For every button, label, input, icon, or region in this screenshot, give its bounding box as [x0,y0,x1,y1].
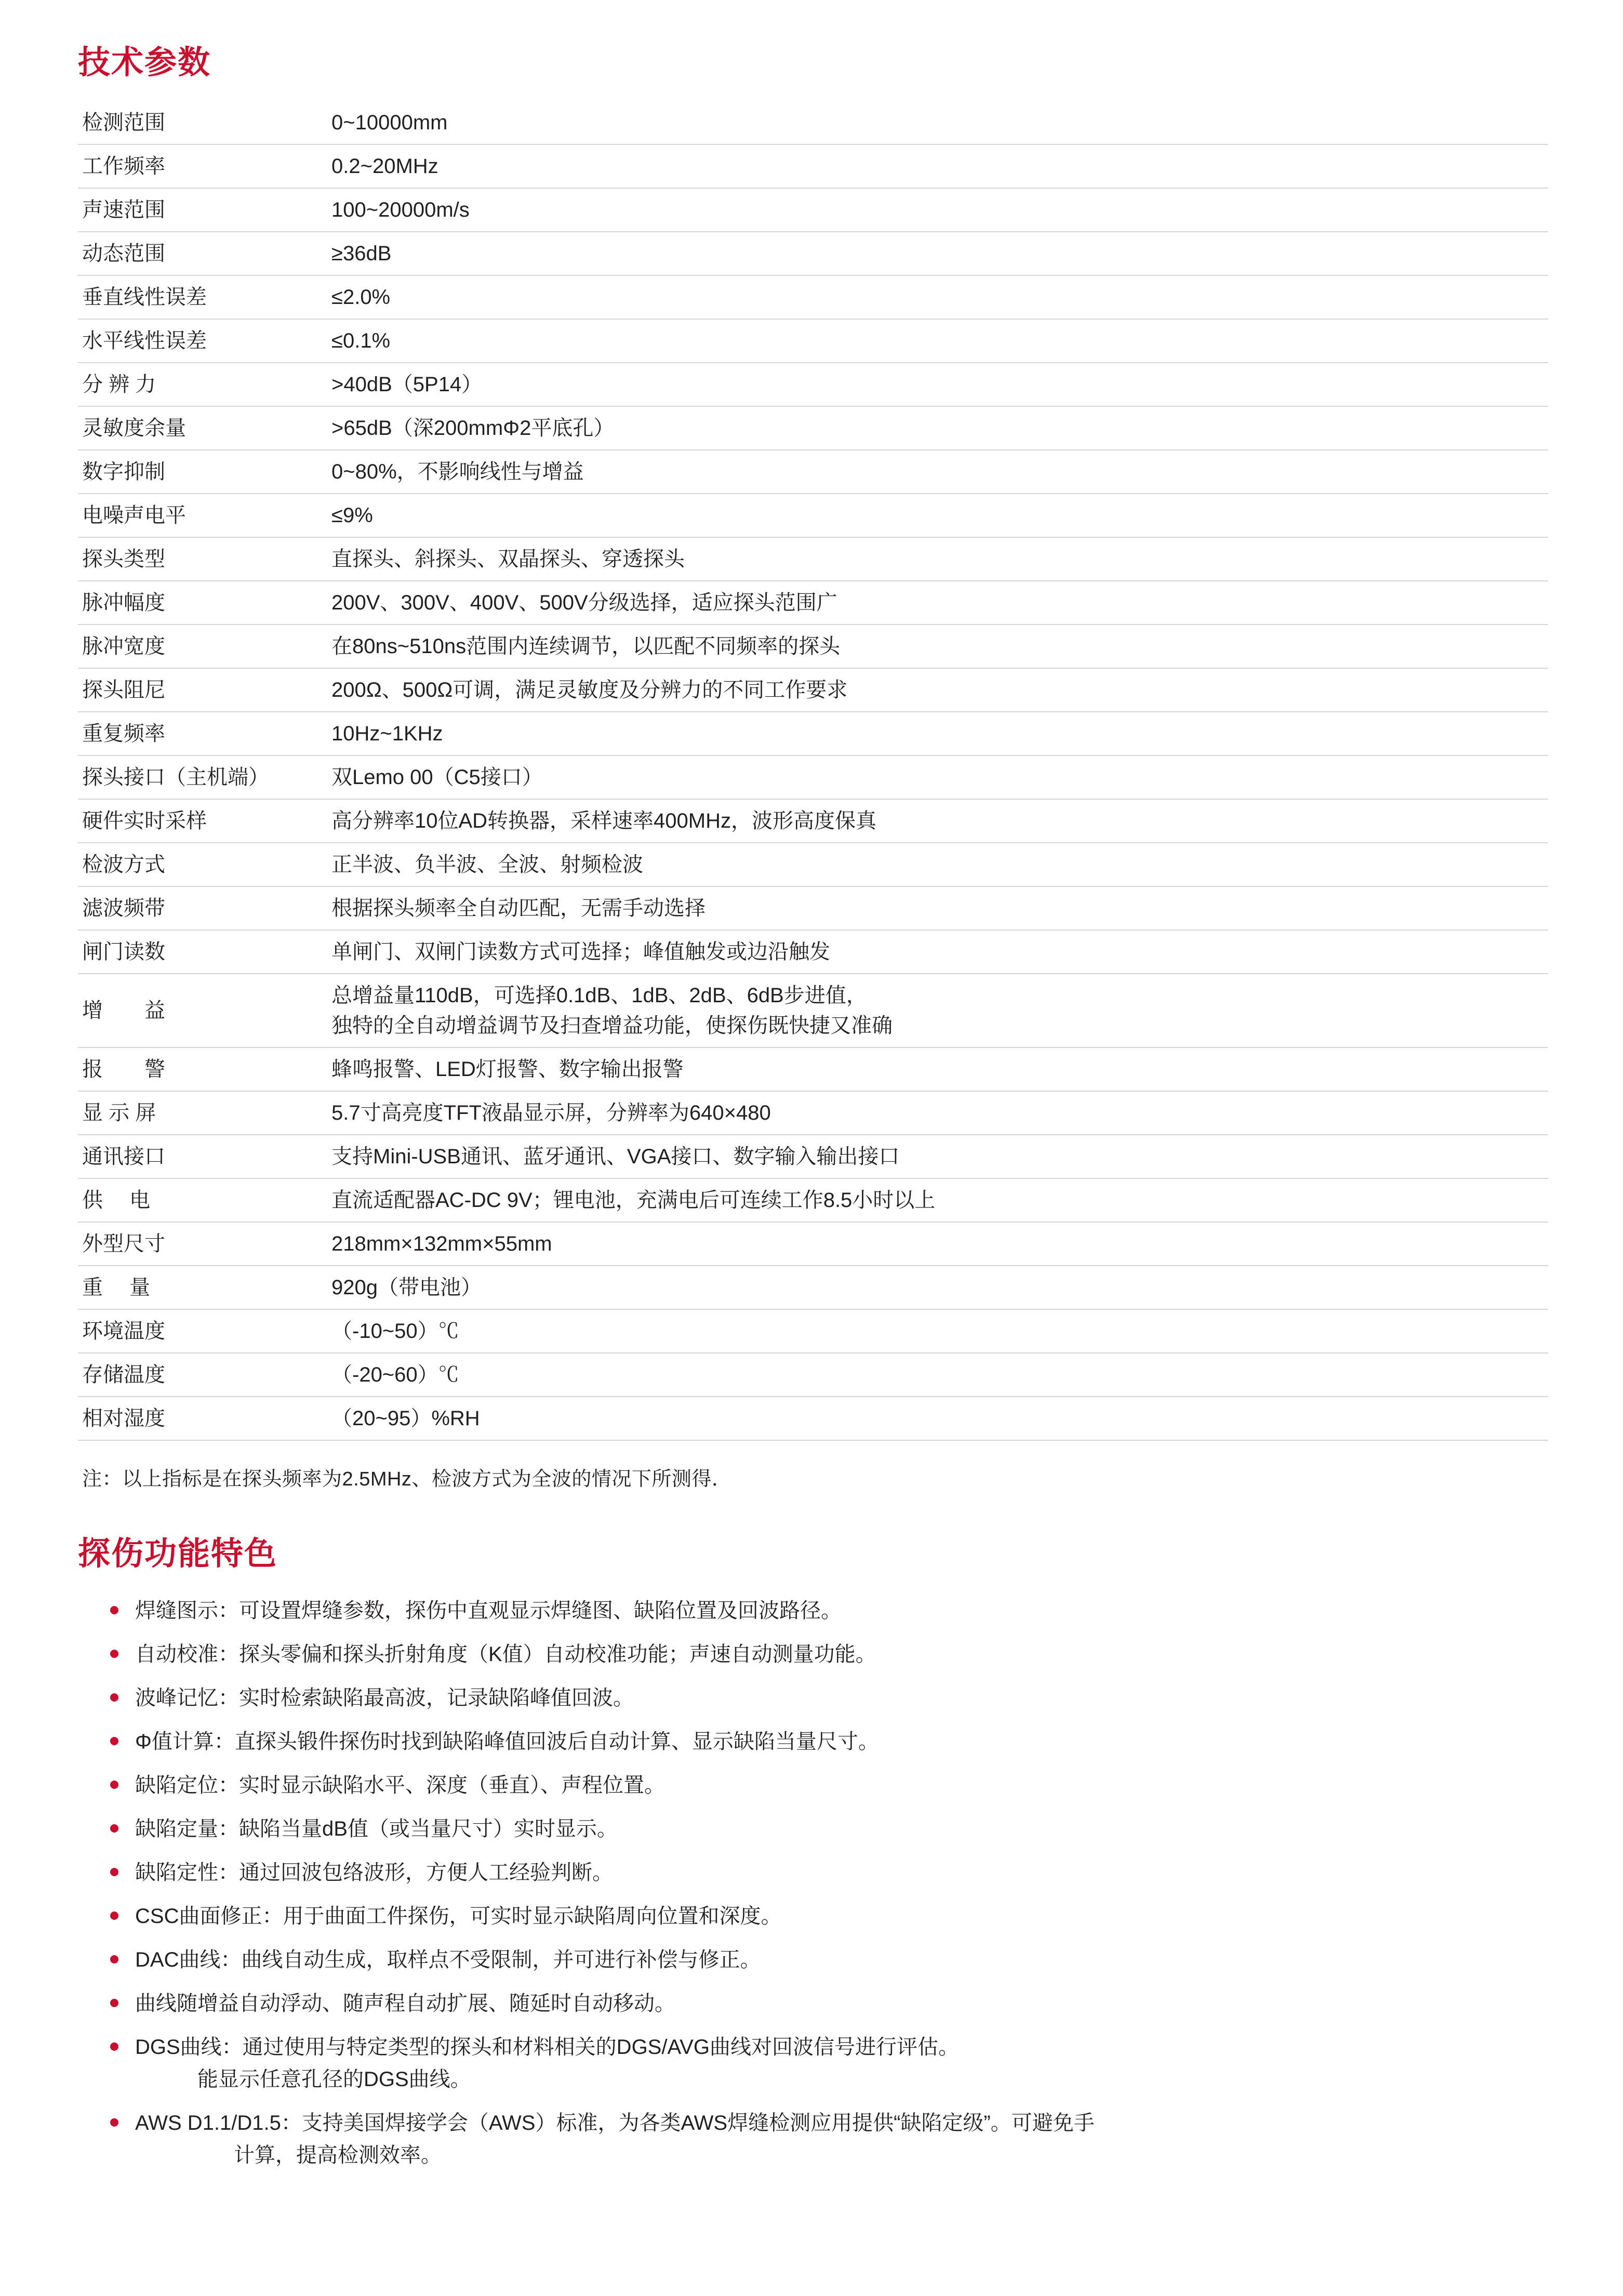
spec-value: 双Lemo 00（C5接口） [311,755,1548,799]
bullet-icon [110,1999,118,2007]
table-row [78,886,1548,930]
spec-label: 报 警 [78,1047,311,1091]
table-row [78,144,1548,188]
spec-value: >40dB（5P14） [311,363,1548,406]
spec-label: 通讯接口 [78,1135,311,1178]
spec-value: 在80ns~510ns范围内连续调节，以匹配不同频率的探头 [311,625,1548,668]
bullet-icon [110,1912,118,1920]
list-item [78,1638,1545,1670]
feature-text: Φ值计算：直探头锻件探伤时找到缺陷峰值回波后自动计算、显示缺陷当量尺寸。 [135,1730,879,1753]
list-item [78,1900,1545,1932]
spec-value: 200V、300V、400V、500V分级选择，适应探头范围广 [311,581,1548,625]
spec-value: ≤9% [311,494,1548,537]
table-row [78,843,1548,886]
feature-text: 焊缝图示：可设置焊缝参数，探伤中直观显示焊缝图、缺陷位置及回波路径。 [135,1599,842,1622]
list-item [78,2107,1545,2171]
bullet-icon [110,2118,118,2127]
list-item [78,1769,1545,1801]
spec-label: 检波方式 [78,843,311,886]
spec-value: 0.2~20MHz [311,144,1548,188]
spec-label: 环境温度 [78,1309,311,1353]
table-row [78,1047,1548,1091]
feature-text: 曲线随增益自动浮动、随声程自动扩展、随延时自动移动。 [135,1992,675,2015]
spec-value: 200Ω、500Ω可调，满足灵敏度及分辨力的不同工作要求 [311,668,1548,712]
table-row [78,406,1548,450]
spec-value: 直流适配器AC-DC 9V；锂电池，充满电后可连续工作8.5小时以上 [311,1178,1548,1222]
table-row [78,1266,1548,1309]
feature-text: 波峰记忆：实时检索缺陷最高波，记录缺陷峰值回波。 [135,1687,634,1709]
spec-value: 218mm×132mm×55mm [311,1222,1548,1266]
list-item [78,1987,1545,2020]
table-row [78,101,1548,144]
spec-label: 动态范围 [78,232,311,275]
feature-text: CSC曲面修正：用于曲面工件探伤，可实时显示缺陷周向位置和深度。 [135,1905,782,1928]
table-row [78,319,1548,363]
spec-value: （20~95）%RH [311,1397,1548,1440]
table-row [78,1353,1548,1397]
spec-value: 正半波、负半波、全波、射频检波 [311,843,1548,886]
spec-note: 注：以上指标是在探头频率为2.5MHz、检波方式为全波的情况下所测得． [82,1468,732,1490]
spec-label: 探头阻尼 [78,668,311,712]
spec-label: 分 辨 力 [78,363,311,406]
list-item [78,2031,1545,2095]
spec-label: 闸门读数 [78,930,311,974]
spec-label: 脉冲宽度 [78,625,311,668]
page-title: 技术参数 [78,45,211,81]
table-row [78,363,1548,406]
list-item [78,1726,1545,1758]
spec-label: 外型尺寸 [78,1222,311,1266]
feature-text: 自动校准：探头零偏和探头折射角度（K值）自动校准功能；声速自动测量功能。 [135,1643,876,1666]
bullet-icon [110,1868,118,1876]
list-item [78,1682,1545,1714]
spec-value: 单闸门、双闸门读数方式可选择；峰值触发或边沿触发 [311,930,1548,974]
spec-value [311,974,1548,1047]
bullet-icon [110,1650,118,1658]
table-row [78,625,1548,668]
table-row [78,755,1548,799]
spec-value-line: 独特的全自动增益调节及扫查增益功能，使探伤既快捷又准确 [331,1014,893,1037]
spec-value: 直探头、斜探头、双晶探头、穿透探头 [311,537,1548,581]
spec-value: 10Hz~1KHz [311,712,1548,755]
spec-label: 水平线性误差 [78,319,311,363]
bullet-icon [110,1781,118,1789]
spec-value: >65dB（深200mmΦ2平底孔） [311,406,1548,450]
feature-text: 缺陷定位：实时显示缺陷水平、深度（垂直）、声程位置。 [135,1774,665,1797]
spec-label: 探头类型 [78,537,311,581]
bullet-icon [110,1693,118,1702]
table-row [78,1397,1548,1440]
list-item [78,1944,1545,1976]
feature-text: 缺陷定性：通过回波包络波形，方便人工经验判断。 [135,1861,613,1884]
features-list [78,1595,1545,2171]
spec-label: 声速范围 [78,188,311,232]
spec-label: 灵敏度余量 [78,406,311,450]
table-row [78,450,1548,494]
table-row [78,1309,1548,1353]
table-row [78,188,1548,232]
spec-value: ≤2.0% [311,275,1548,319]
spec-label: 工作频率 [78,144,311,188]
spec-value: 920g（带电池） [311,1266,1548,1309]
spec-value: 100~20000m/s [311,188,1548,232]
spec-label: 探头接口（主机端） [78,755,311,799]
spec-value: 0~10000mm [311,101,1548,144]
list-item [78,1595,1545,1627]
spec-value-line: 总增益量110dB，可选择0.1dB、1dB、2dB、6dB步进值， [331,984,867,1007]
list-item [78,1813,1545,1845]
feature-subtext: 能显示任意孔径的DGS曲线。 [197,2068,471,2091]
table-row [78,712,1548,755]
table-row [78,494,1548,537]
spec-value: 高分辨率10位AD转换器，采样速率400MHz，波形高度保真 [311,799,1548,843]
spec-value: 根据探头频率全自动匹配，无需手动选择 [311,886,1548,930]
spec-table-body [78,101,1548,1440]
spec-value: ≤0.1% [311,319,1548,363]
spec-value: 0~80%，不影响线性与增益 [311,450,1548,494]
spec-label: 供 电 [78,1178,311,1222]
feature-text: DAC曲线：曲线自动生成，取样点不受限制，并可进行补偿与修正。 [135,1948,761,1971]
spec-label: 检测范围 [78,101,311,144]
spec-label: 显 示 屏 [78,1091,311,1135]
spec-value: ≥36dB [311,232,1548,275]
table-row [78,1091,1548,1135]
feature-text: 缺陷定量：缺陷当量dB值（或当量尺寸）实时显示。 [135,1817,618,1840]
feature-text: AWS D1.1/D1.5：支持美国焊接学会（AWS）标准，为各类AWS焊缝检测应用提供“缺陷定级”。可避免手 [135,2112,1095,2134]
bullet-icon [110,1606,118,1614]
spec-value: 支持Mini-USB通讯、蓝牙通讯、VGA接口、数字输入输出接口 [311,1135,1548,1178]
table-row [78,537,1548,581]
feature-subtext: 计算，提高检测效率。 [234,2144,442,2167]
table-row [78,799,1548,843]
table-row [78,275,1548,319]
spec-label: 脉冲幅度 [78,581,311,625]
spec-label: 数字抑制 [78,450,311,494]
spec-value: （-20~60）℃ [311,1353,1548,1397]
spec-label: 垂直线性误差 [78,275,311,319]
spec-label: 重 量 [78,1266,311,1309]
spec-value: 蜂鸣报警、LED灯报警、数字输出报警 [311,1047,1548,1091]
spec-label: 重复频率 [78,712,311,755]
table-row [78,581,1548,625]
spec-label: 电噪声电平 [78,494,311,537]
spec-label: 滤波频带 [78,886,311,930]
spec-value: （-10~50）℃ [311,1309,1548,1353]
bullet-icon [110,1824,118,1833]
list-item [78,1856,1545,1889]
spec-value-lines [331,980,1548,1041]
bullet-icon [110,2042,118,2051]
features-title: 探伤功能特色 [78,1536,278,1572]
spec-label: 存储温度 [78,1353,311,1397]
bullet-icon [110,1737,118,1745]
spec-value: 5.7寸高亮度TFT液晶显示屏，分辨率为640×480 [311,1091,1548,1135]
table-row [78,232,1548,275]
spec-label: 增 益 [78,974,311,1047]
table-row [78,1222,1548,1266]
table-row [78,668,1548,712]
table-row [78,974,1548,1047]
spec-label: 相对湿度 [78,1397,311,1440]
table-row [78,930,1548,974]
table-row [78,1178,1548,1222]
bullet-icon [110,1955,118,1963]
table-row [78,1135,1548,1178]
spec-label: 硬件实时采样 [78,799,311,843]
feature-text: DGS曲线：通过使用与特定类型的探头和材料相关的DGS/AVG曲线对回波信号进行评估。 [135,2036,959,2059]
spec-table [78,101,1548,1441]
